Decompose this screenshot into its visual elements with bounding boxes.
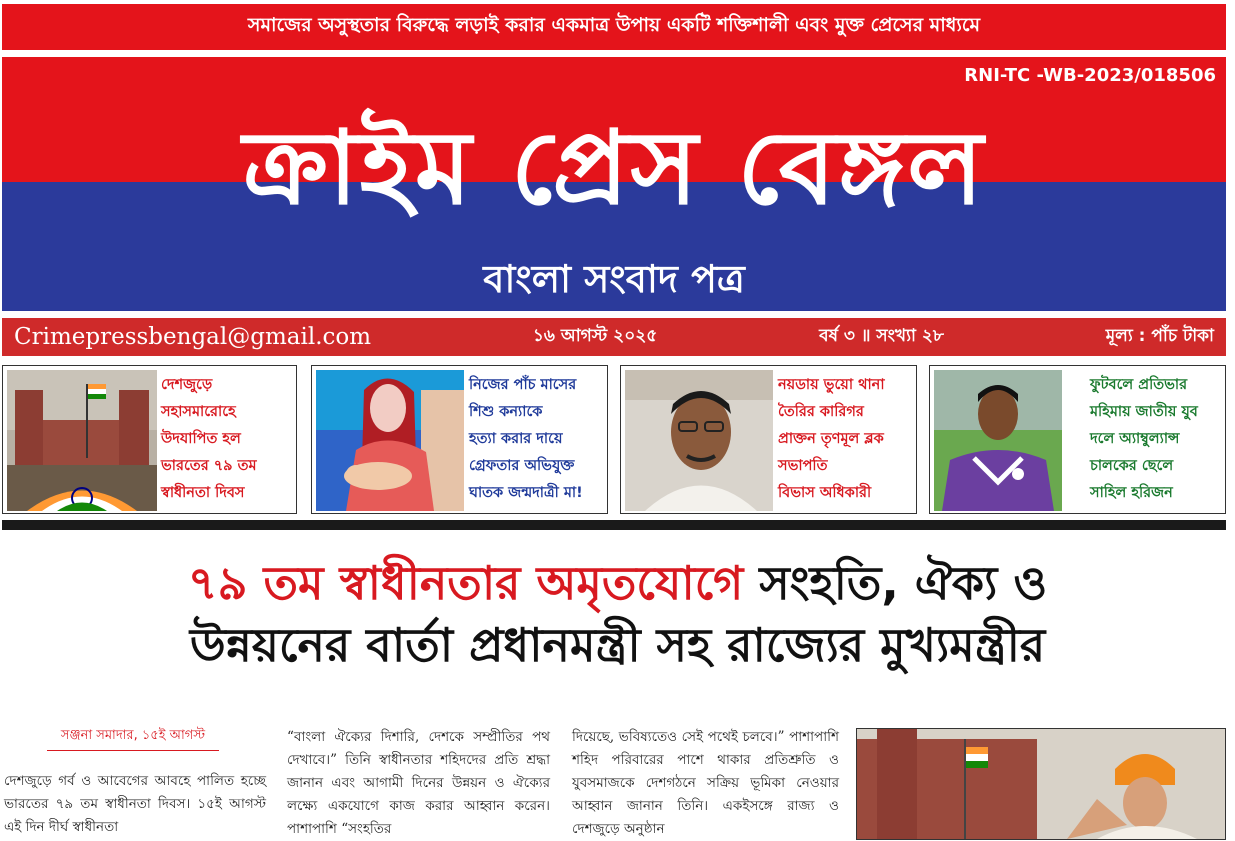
teaser-line: গ্রেফতার অভিযুক্ত bbox=[469, 458, 575, 474]
newspaper-subtitle: বাংলা সংবাদ পত্র bbox=[483, 257, 745, 301]
teaser-line: স্বাধীনতা দিবস bbox=[161, 485, 245, 501]
teaser-image-red-fort bbox=[7, 370, 157, 509]
teaser-image-portrait-man bbox=[625, 370, 773, 509]
teaser-text bbox=[1090, 372, 1221, 507]
teaser-text bbox=[161, 372, 292, 507]
tagline-text: সমাজের অসুস্থতার বিরুদ্ধে লড়াই করার একমাত্র উপায় একটি শক্তিশালী এবং মুক্ত প্রেসের মাধ্যমে bbox=[247, 14, 981, 36]
teaser-fake-police-station[interactable] bbox=[620, 365, 917, 514]
teaser-line: ঘাতক জন্মদাত্রী মা! bbox=[469, 485, 583, 501]
teaser-line: মহিমায় জাতীয় যুব bbox=[1090, 404, 1198, 420]
article-byline: সঞ্জনা সমাদার, ১৫ই আগস্ট bbox=[47, 726, 219, 751]
contact-email[interactable]: Crimepressbengal@gmail.com bbox=[14, 324, 372, 350]
issue-number: বর্ষ ৩ ॥ সংখ্যা ২৮ bbox=[819, 326, 944, 346]
article-photo-pm-salute bbox=[856, 728, 1226, 840]
rni-number: RNI-TC -WB-2023/018506 bbox=[964, 65, 1216, 86]
section-divider bbox=[2, 520, 1226, 530]
newspaper-name: ক্রাইম প্রেস বেঙ্গল bbox=[242, 109, 986, 228]
teaser-line: ফুটবলে প্রতিভার bbox=[1090, 377, 1188, 393]
headline-red-part: ৭৯ তম স্বাধীনতার অমৃতযোগে bbox=[187, 556, 744, 610]
teaser-line: উদযাপিত হল bbox=[161, 431, 241, 447]
teaser-line: সাহিল হরিজন bbox=[1090, 485, 1173, 501]
teaser-line: চালকের ছেলে bbox=[1090, 458, 1174, 474]
main-headline[interactable] bbox=[0, 552, 1235, 676]
teaser-line: ভারতের ৭৯ তম bbox=[161, 458, 257, 474]
masthead bbox=[2, 57, 1226, 311]
teaser-line: বিভাস অধিকারী bbox=[778, 485, 872, 501]
teaser-line: প্রাক্তন তৃণমূল ব্লক bbox=[778, 431, 884, 447]
teaser-football-talent[interactable] bbox=[929, 365, 1226, 514]
teaser-line: তৈরির কারিগর bbox=[778, 404, 864, 420]
teaser-line: নয়ডায় ভুয়ো থানা bbox=[778, 377, 885, 393]
article-column-1: দেশজুড়ে গর্ব ও আবেগের আবহে পালিত হচ্ছে ভারতের ৭৯ তম স্বাধীনতা দিবস। ১৫ই আগস্ট এই দিন দীর্ঘ স্বাধীনতা bbox=[4, 773, 266, 835]
teaser-independence-day[interactable] bbox=[2, 365, 297, 514]
headline-black-part: সংহতি, ঐক্য ও bbox=[743, 556, 1048, 610]
teaser-line: সহাসমারোহে bbox=[161, 404, 236, 420]
teaser-line: দলে অ্যাম্বুল্যান্স bbox=[1090, 431, 1180, 447]
teaser-line: হত্যা করার দায়ে bbox=[469, 431, 563, 447]
article-column-2: “বাংলা ঐক্যের দিশারি, দেশকে সম্প্রীতির পথ দেখাবে।” তিনি স্বাধীনতার শহিদদের প্রতি শ্রদ্ধা জানান এবং আগামী দিনের উন্নয়ন ও ঐক্যের লক্ষ্যে একযোগে কাজ করার আহ্বান করেন। পাশাপাশি “সংহতির bbox=[287, 729, 550, 837]
teaser-infant-murder[interactable] bbox=[311, 365, 608, 514]
issue-date: ১৬ আগস্ট ২০২৫ bbox=[532, 326, 658, 346]
headline-line-2: উন্নয়নের বার্তা প্রধানমন্ত্রী সহ রাজ্যের মুখ্যমন্ত্রীর bbox=[189, 618, 1046, 672]
teaser-image-mother-child bbox=[316, 370, 464, 509]
teaser-image-footballer bbox=[934, 370, 1062, 509]
teaser-text bbox=[469, 372, 603, 507]
teaser-line: নিজের পাঁচ মাসের bbox=[469, 377, 577, 393]
teaser-line: শিশু কন্যাকে bbox=[469, 404, 543, 420]
price: মূল্য : পাঁচ টাকা bbox=[1105, 326, 1214, 346]
headline-line-1 bbox=[0, 552, 1235, 614]
article-column-3: দিয়েছে, ভবিষ্যতেও সেই পথেই চলবে।” পাশাপাশি শহিদ পরিবারের পাশে থাকার প্রতিশ্রুতি ও যুবসমাজকে দেশগঠনে সক্রিয় ভূমিকা নেওয়ার আহ্বান জানান তিনি। একইসঙ্গে রাজ্য ও দেশজুড়ে অনুষ্ঠান bbox=[572, 729, 839, 837]
teaser-line: সভাপতি bbox=[778, 458, 828, 474]
teaser-text bbox=[778, 372, 912, 507]
teaser-line: দেশজুড়ে bbox=[161, 377, 213, 393]
info-bar bbox=[2, 318, 1226, 356]
tagline-banner bbox=[2, 4, 1226, 50]
